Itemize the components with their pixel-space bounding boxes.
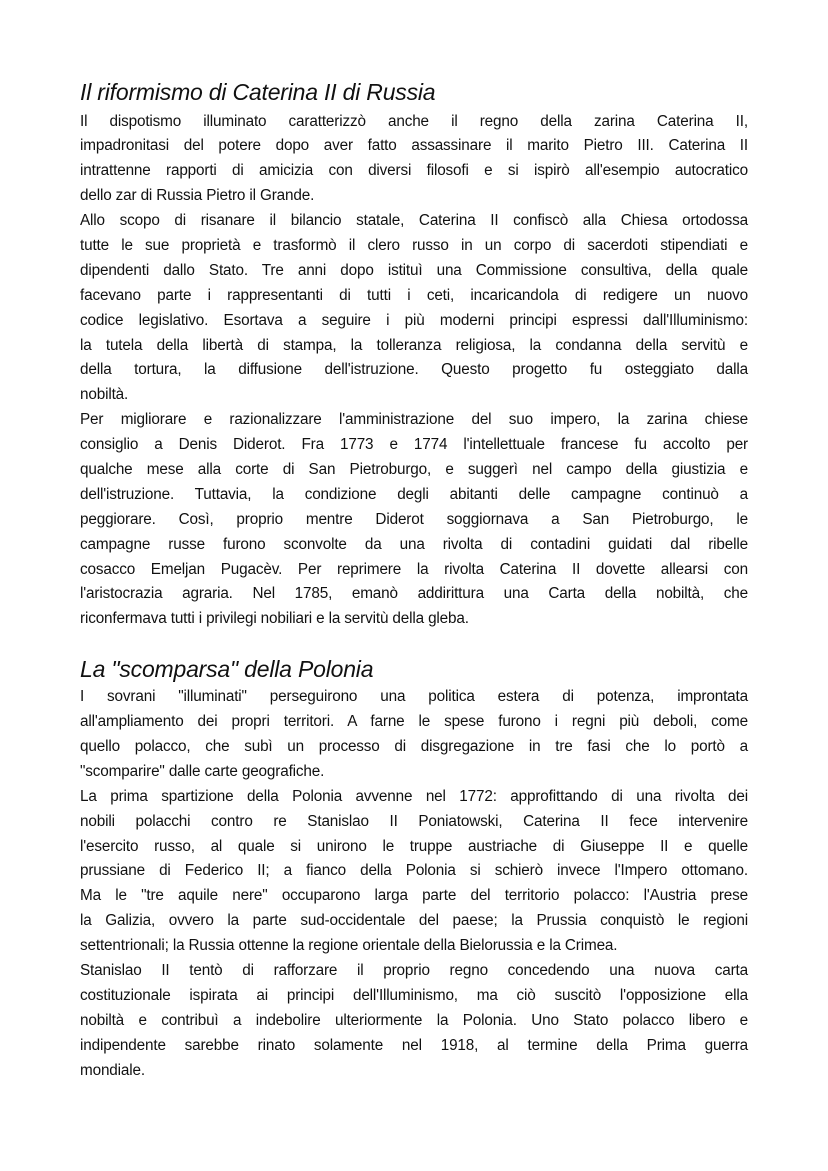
text-line: impadronitasi del potere dopo aver fatto assassinare il marito Pietro III. Caterina II [80, 137, 748, 155]
paragraph [80, 408, 748, 632]
text-line: costituzionale ispirata ai principi dell'Illuminismo, ma ciò suscitò l'opposizione ella [80, 986, 748, 1004]
text-line: Allo scopo di risanare il bilancio statale, Caterina II confiscò alla Chiesa ortodossa [80, 212, 748, 230]
text-line: "scomparire" dalle carte geografiche. [80, 762, 325, 780]
text-line: la Galizia, ovvero la parte sud-occidentale del paese; la Prussia conquistò le regioni [80, 912, 748, 930]
text-line: peggiorare. Così, proprio mentre Diderot soggiornava a San Pietroburgo, le [80, 510, 748, 528]
text-line: nobiltà. [80, 386, 129, 404]
text-line: indipendente sarebbe rinato solamente nel 1918, al termine della Prima guerra [80, 1036, 748, 1054]
text-line: campagne russe furono sconvolte da una rivolta di contadini guidati dal ribelle [80, 535, 748, 553]
text-line: consiglio a Denis Diderot. Fra 1773 e 1774 l'intellettuale francese fu accolto per [80, 436, 748, 454]
text-line: I sovrani "illuminati" perseguirono una politica estera di potenza, improntata [80, 688, 748, 706]
text-line: cosacco Emeljan Pugacèv. Per reprimere la rivolta Caterina II dovette allearsi con [80, 560, 748, 578]
text-line: La prima spartizione della Polonia avvenne nel 1772: approfittando di una rivolta dei [80, 787, 748, 805]
text-line: quello polacco, che subì un processo di disgregazione in tre fasi che lo portò a [80, 737, 748, 755]
text-line: dello zar di Russia Pietro il Grande. [80, 187, 315, 205]
text-line: Per migliorare e razionalizzare l'amministrazione del suo impero, la zarina chiese [80, 411, 748, 429]
text-line: codice legislativo. Esortava a seguire i più moderni principi espressi dall'Illuminismo: [80, 311, 748, 329]
text-line: settentrionali; la Russia ottenne la regione orientale della Bielorussia e la Crimea. [80, 937, 618, 955]
section-heading: La "scomparsa" della Polonia [80, 655, 374, 682]
text-line: facevano parte i rappresentanti di tutti i ceti, incaricandola di redigere un nuovo [80, 286, 748, 304]
text-line: la tutela della libertà di stampa, la tolleranza religiosa, la condanna della servitù e [80, 336, 748, 354]
text-line: nobili polacchi contro re Stanislao II Poniatowski, Caterina II fece intervenire [80, 812, 748, 830]
section-2 [80, 654, 748, 1084]
text-line: mondiale. [80, 1061, 145, 1079]
paragraph [80, 209, 748, 408]
text-line: all'ampliamento dei propri territori. A farne le spese furono i regni più deboli, come [80, 713, 748, 731]
text-line: della tortura, la diffusione dell'istruzione. Questo progetto fu osteggiato dalla [80, 361, 748, 379]
text-line: riconfermava tutti i privilegi nobiliari e la servitù della gleba. [80, 610, 469, 628]
text-line: Il dispotismo illuminato caratterizzò anche il regno della zarina Caterina II, [80, 112, 748, 130]
text-line: prussiane di Federico II; a fianco della Polonia si schierò invece l'Impero ottomano. [80, 862, 748, 880]
paragraph [80, 110, 748, 210]
paragraph [80, 685, 748, 785]
paragraph [80, 959, 748, 1083]
text-line: dipendenti dallo Stato. Tre anni dopo istituì una Commissione consultiva, della quale [80, 261, 748, 279]
text-line: intrattenne rapporti di amicizia con diversi filosofi e si ispirò all'esempio autocratico [80, 162, 748, 180]
text-line: Stanislao II tentò di rafforzare il proprio regno concedendo una nuova carta [80, 962, 748, 979]
text-line: l'aristocrazia agraria. Nel 1785, emanò addirittura una Carta della nobiltà, che [80, 585, 748, 603]
text-line: nobiltà e contribuì a indebolire ulteriormente la Polonia. Uno Stato polacco libero e [80, 1011, 748, 1029]
section-heading: Il riformismo di Caterina II di Russia [80, 79, 436, 105]
paragraph [80, 785, 748, 959]
document-page [80, 77, 748, 1083]
text-line: tutte le sue proprietà e trasformò il clero russo in un corpo di sacerdoti stipendiati e [80, 236, 748, 254]
text-line: l'esercito russo, al quale si unirono le truppe austriache di Giuseppe II e quelle [80, 837, 748, 855]
text-line: qualche mese alla corte di San Pietroburgo, e suggerì nel campo della giustizia e [80, 460, 748, 478]
text-line: dell'istruzione. Tuttavia, la condizione degli abitanti delle campagne continuò a [80, 485, 748, 503]
section-1 [80, 77, 748, 632]
text-line: Ma le "tre aquile nere" occuparono larga parte del territorio polacco: l'Austria prese [80, 887, 748, 905]
